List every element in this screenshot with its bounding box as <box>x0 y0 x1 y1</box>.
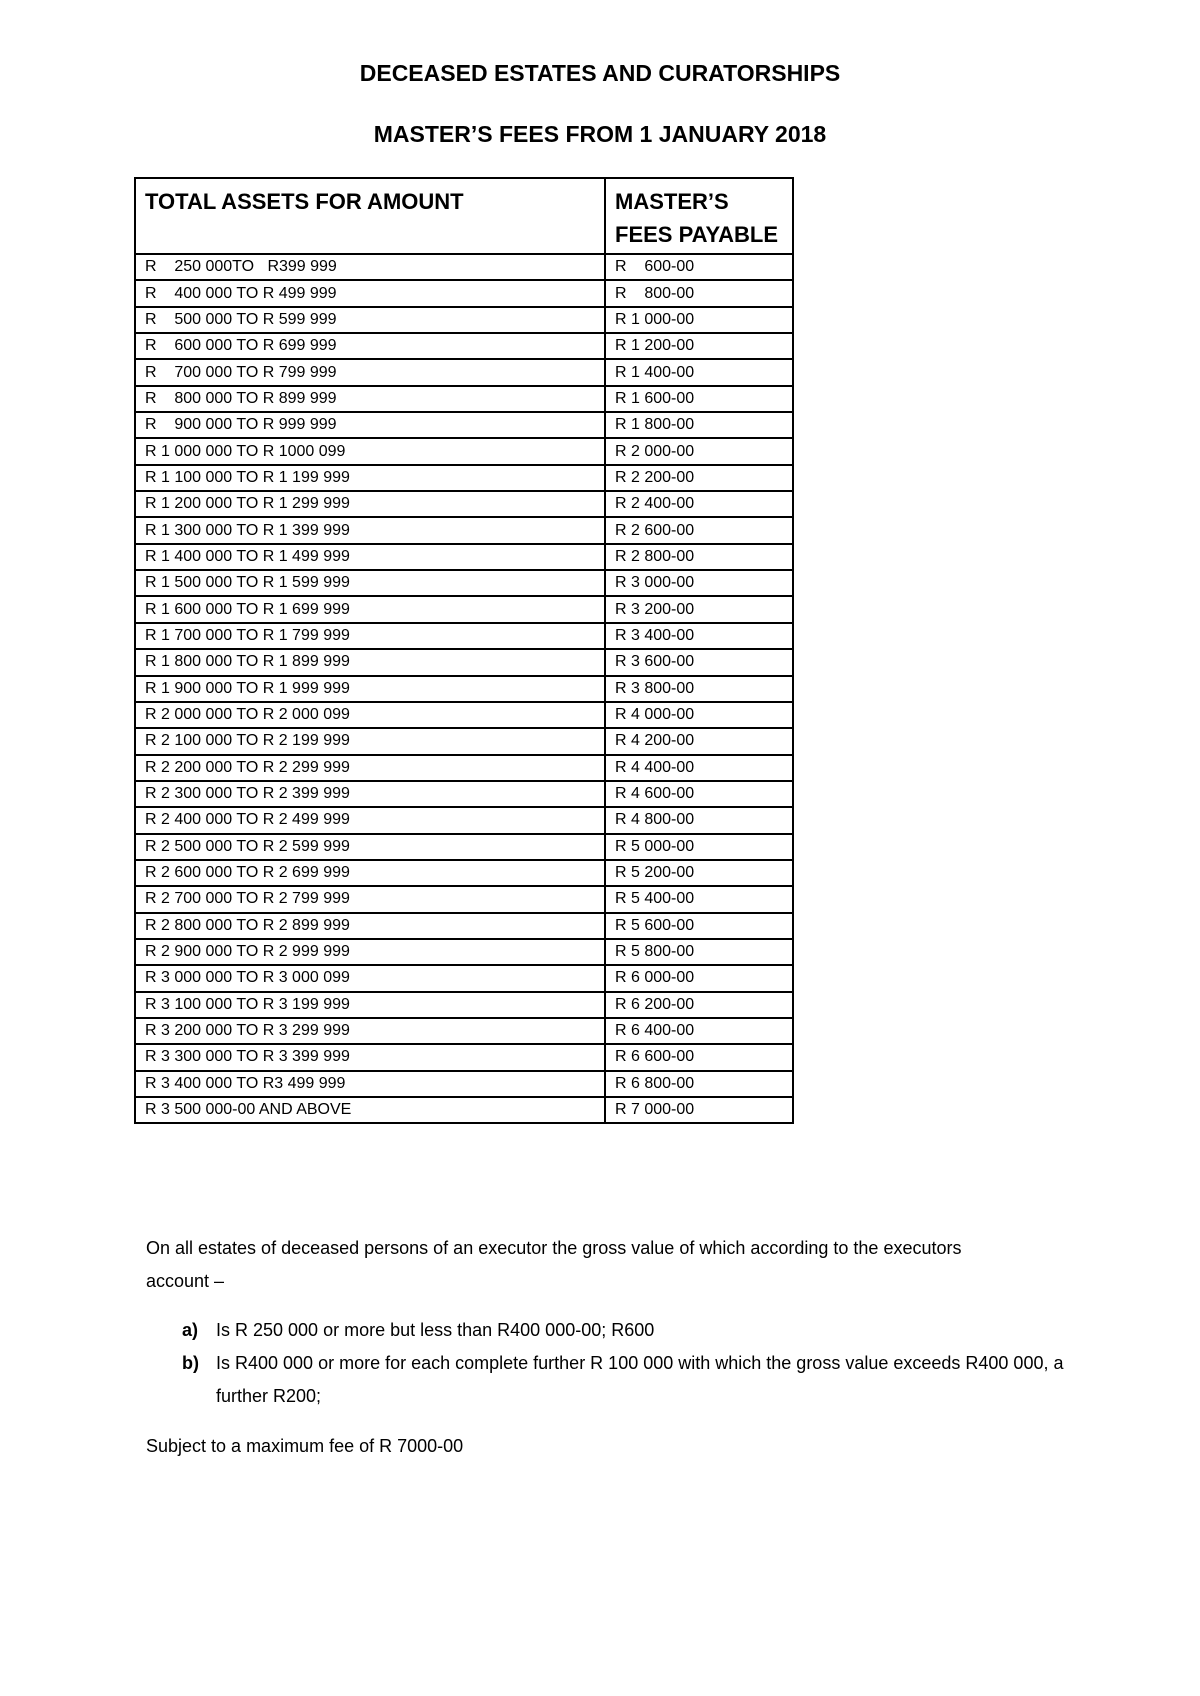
fee-cell: R 1 000-00 <box>605 307 793 333</box>
asset-range-cell: R 3 400 000 TO R3 499 999 <box>135 1071 605 1097</box>
asset-range-cell: R 2 700 000 TO R 2 799 999 <box>135 886 605 912</box>
page-title: DECEASED ESTATES AND CURATORSHIPS <box>359 60 841 86</box>
fee-cell: R 4 200-00 <box>605 728 793 754</box>
asset-range-cell: R 400 000 TO R 499 999 <box>135 280 605 306</box>
asset-range-cell: R 2 500 000 TO R 2 599 999 <box>135 834 605 860</box>
table-row <box>135 913 793 939</box>
table-row <box>135 438 793 464</box>
asset-range-cell: R 1 000 000 TO R 1000 099 <box>135 438 605 464</box>
table-row <box>135 412 793 438</box>
table-row <box>135 491 793 517</box>
asset-range-cell: R 3 200 000 TO R 3 299 999 <box>135 1018 605 1044</box>
asset-range-cell: R 600 000 TO R 699 999 <box>135 333 605 359</box>
fee-cell: R 800-00 <box>605 280 793 306</box>
list-item-text: Is R 250 000 or more but less than R400 000-00; R600 <box>216 1320 655 1340</box>
table-row <box>135 386 793 412</box>
table-row <box>135 676 793 702</box>
fee-cell: R 6 400-00 <box>605 1018 793 1044</box>
table-row <box>135 307 793 333</box>
fee-cell: R 1 600-00 <box>605 386 793 412</box>
fee-cell: R 2 800-00 <box>605 544 793 570</box>
fee-cell: R 2 200-00 <box>605 465 793 491</box>
table-row <box>135 702 793 728</box>
fee-cell: R 600-00 <box>605 254 793 280</box>
fee-cell: R 3 200-00 <box>605 596 793 622</box>
fee-cell: R 3 600-00 <box>605 649 793 675</box>
fee-cell: R 3 800-00 <box>605 676 793 702</box>
table-row <box>135 728 793 754</box>
asset-range-cell: R 3 500 000-00 AND ABOVE <box>135 1097 605 1123</box>
table-row <box>135 465 793 491</box>
fee-cell: R 7 000-00 <box>605 1097 793 1123</box>
table-row <box>135 939 793 965</box>
fee-cell: R 4 600-00 <box>605 781 793 807</box>
asset-range-cell: R 2 800 000 TO R 2 899 999 <box>135 913 605 939</box>
table-row <box>135 834 793 860</box>
asset-range-cell: R 1 100 000 TO R 1 199 999 <box>135 465 605 491</box>
page-subtitle: MASTER’S FEES FROM 1 JANUARY 2018 <box>373 121 827 147</box>
table-row <box>135 807 793 833</box>
table-row <box>135 623 793 649</box>
table-row <box>135 1018 793 1044</box>
table-row <box>135 965 793 991</box>
asset-range-cell: R 1 200 000 TO R 1 299 999 <box>135 491 605 517</box>
fee-cell: R 4 400-00 <box>605 755 793 781</box>
asset-range-cell: R 2 100 000 TO R 2 199 999 <box>135 728 605 754</box>
conditions-list <box>146 1314 1066 1413</box>
asset-range-cell: R 2 600 000 TO R 2 699 999 <box>135 860 605 886</box>
asset-range-cell: R 500 000 TO R 599 999 <box>135 307 605 333</box>
table-row <box>135 992 793 1018</box>
asset-range-cell: R 3 100 000 TO R 3 199 999 <box>135 992 605 1018</box>
fee-cell: R 5 600-00 <box>605 913 793 939</box>
fee-cell: R 5 800-00 <box>605 939 793 965</box>
table-row <box>135 517 793 543</box>
table-row <box>135 1097 793 1123</box>
table-header-row <box>135 178 793 254</box>
fee-cell: R 1 200-00 <box>605 333 793 359</box>
list-item <box>146 1347 1066 1413</box>
asset-range-cell: R 2 300 000 TO R 2 399 999 <box>135 781 605 807</box>
header-total-assets: TOTAL ASSETS FOR AMOUNT <box>135 178 605 254</box>
asset-range-cell: R 900 000 TO R 999 999 <box>135 412 605 438</box>
asset-range-cell: R 1 800 000 TO R 1 899 999 <box>135 649 605 675</box>
list-item <box>146 1314 1066 1347</box>
asset-range-cell: R 3 000 000 TO R 3 000 099 <box>135 965 605 991</box>
fee-cell: R 2 600-00 <box>605 517 793 543</box>
asset-range-cell: R 1 500 000 TO R 1 599 999 <box>135 570 605 596</box>
table-body <box>135 254 793 1123</box>
asset-range-cell: R 800 000 TO R 899 999 <box>135 386 605 412</box>
fee-cell: R 6 200-00 <box>605 992 793 1018</box>
asset-range-cell: R 2 400 000 TO R 2 499 999 <box>135 807 605 833</box>
closing-paragraph: Subject to a maximum fee of R 7000-00 <box>146 1436 464 1456</box>
asset-range-cell: R 3 300 000 TO R 3 399 999 <box>135 1044 605 1070</box>
fee-cell: R 3 400-00 <box>605 623 793 649</box>
table-row <box>135 649 793 675</box>
fee-cell: R 6 000-00 <box>605 965 793 991</box>
table-row <box>135 781 793 807</box>
header-masters-fees: MASTER’S FEES PAYABLE <box>605 178 793 254</box>
asset-range-cell: R 2 000 000 TO R 2 000 099 <box>135 702 605 728</box>
table-row <box>135 280 793 306</box>
asset-range-cell: R 2 200 000 TO R 2 299 999 <box>135 755 605 781</box>
asset-range-cell: R 2 900 000 TO R 2 999 999 <box>135 939 605 965</box>
table-row <box>135 886 793 912</box>
fee-cell: R 5 000-00 <box>605 834 793 860</box>
asset-range-cell: R 250 000TO R399 999 <box>135 254 605 280</box>
fee-cell: R 2 400-00 <box>605 491 793 517</box>
list-marker: b) <box>182 1353 199 1373</box>
asset-range-cell: R 1 400 000 TO R 1 499 999 <box>135 544 605 570</box>
fee-cell: R 5 400-00 <box>605 886 793 912</box>
asset-range-cell: R 700 000 TO R 799 999 <box>135 359 605 385</box>
fee-cell: R 6 800-00 <box>605 1071 793 1097</box>
fee-cell: R 6 600-00 <box>605 1044 793 1070</box>
table-row <box>135 1071 793 1097</box>
table-row <box>135 860 793 886</box>
fee-cell: R 4 800-00 <box>605 807 793 833</box>
table-row <box>135 333 793 359</box>
asset-range-cell: R 1 300 000 TO R 1 399 999 <box>135 517 605 543</box>
fee-cell: R 4 000-00 <box>605 702 793 728</box>
fee-cell: R 5 200-00 <box>605 860 793 886</box>
asset-range-cell: R 1 900 000 TO R 1 999 999 <box>135 676 605 702</box>
list-marker: a) <box>182 1320 199 1340</box>
table-row <box>135 596 793 622</box>
fees-table <box>134 177 794 1124</box>
table-row <box>135 1044 793 1070</box>
table-row <box>135 254 793 280</box>
table-row <box>135 570 793 596</box>
fee-cell: R 1 400-00 <box>605 359 793 385</box>
fee-cell: R 3 000-00 <box>605 570 793 596</box>
asset-range-cell: R 1 700 000 TO R 1 799 999 <box>135 623 605 649</box>
intro-paragraph: On all estates of deceased persons of an executor the gross value of which according to the executors account – <box>146 1238 962 1291</box>
table-row <box>135 359 793 385</box>
asset-range-cell: R 1 600 000 TO R 1 699 999 <box>135 596 605 622</box>
list-item-text: Is R400 000 or more for each complete further R 100 000 with which the gross value exceeds R400 000, a further R200; <box>216 1353 1064 1406</box>
table-row <box>135 755 793 781</box>
fee-cell: R 2 000-00 <box>605 438 793 464</box>
fee-cell: R 1 800-00 <box>605 412 793 438</box>
table-row <box>135 544 793 570</box>
